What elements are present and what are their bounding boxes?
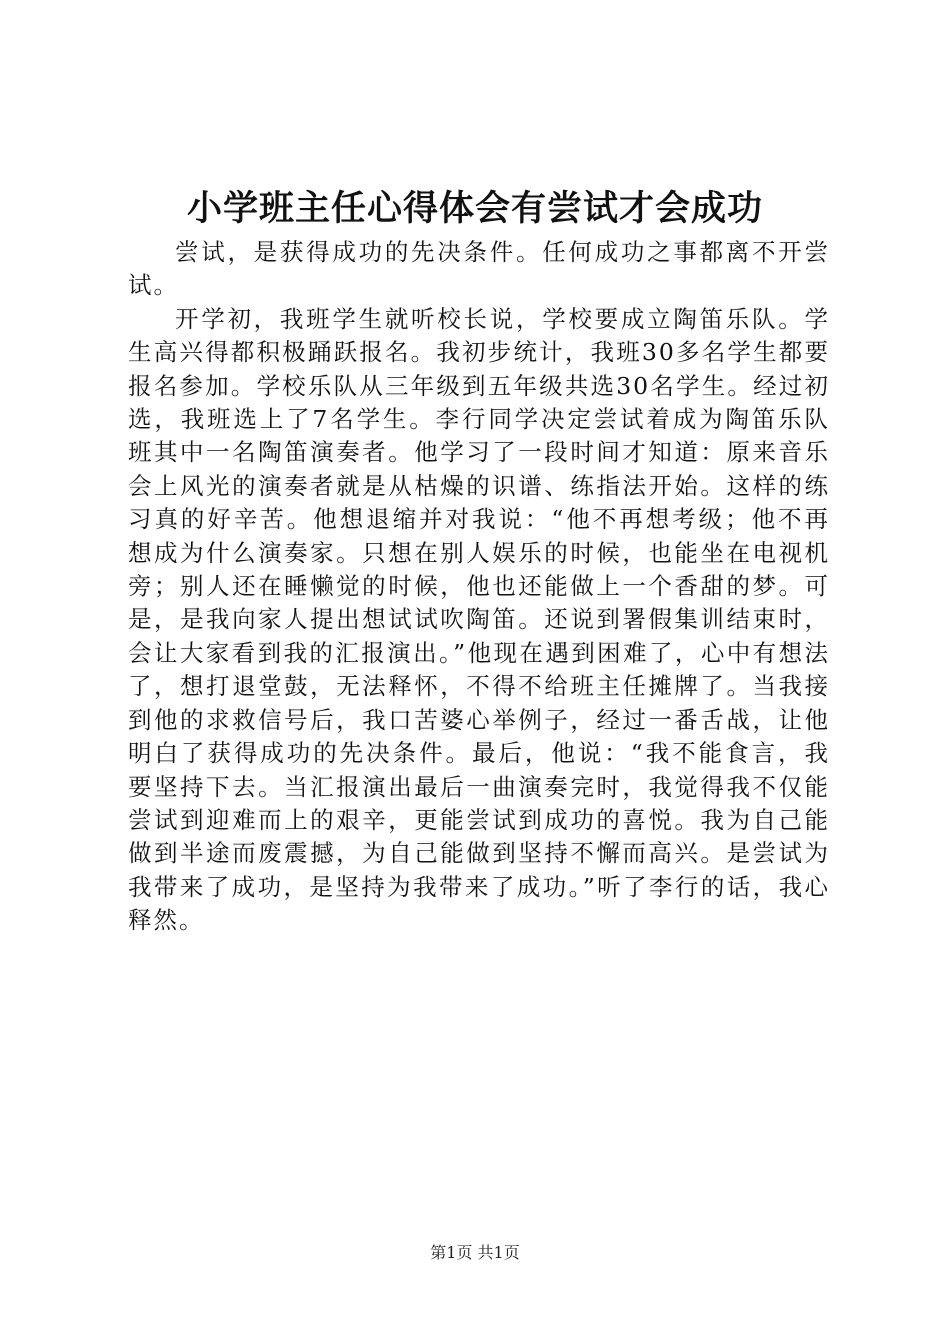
- document-title: 小学班主任心得体会有尝试才会成功: [186, 189, 763, 229]
- page-footer: 第1页 共1页: [430, 1243, 520, 1262]
- document-body: [128, 236, 830, 938]
- paragraph-2: 开学初，我班学生就听校长说，学校要成立陶笛乐队。学生高兴得都积极踊跃报名。我初步统计，我班30多名学生都要报名参加。学校乐队从三年级到五年级共选30名学生。经过初选，我班选上了7名学生。李行同学决定尝试着成为陶笛乐队班其中一名陶笛演奏者。他学习了一段时间才知道：原来音乐会上风光的演奏者就是从枯燥的识谱、练指法开始。这样的练习真的好辛苦。他想退缩并对我说：“他不再想考级；他不再想成为什么演奏家。只想在别人娱乐的时候，也能坐在电视机旁；别人还在睡懒觉的时候，他也还能做上一个香甜的梦。可是，是我向家人提出想试试吹陶笛。还说到署假集训结束时，会让大家看到我的汇报演出。”他现在遇到困难了，心中有想法了，想打退堂鼓，无法释怀，不得不给班主任摊牌了。当我接到他的求救信号后，我口苦婆心举例子，经过一番舌战，让他明白了获得成功的先决条件。最后，他说：“我不能食言，我要坚持下去。当汇报演出最后一曲演奏完时，我觉得我不仅能尝试到迎难而上的艰辛，更能尝试到成功的喜悦。我为自己能做到半途而废震撼，为自己能做到坚持不懈而高兴。是尝试为我带来了成功，是坚持为我带来了成功。”听了李行的话，我心释然。: [128, 304, 830, 935]
- paragraph-1: 尝试，是获得成功的先决条件。任何成功之事都离不开尝试。: [128, 238, 830, 300]
